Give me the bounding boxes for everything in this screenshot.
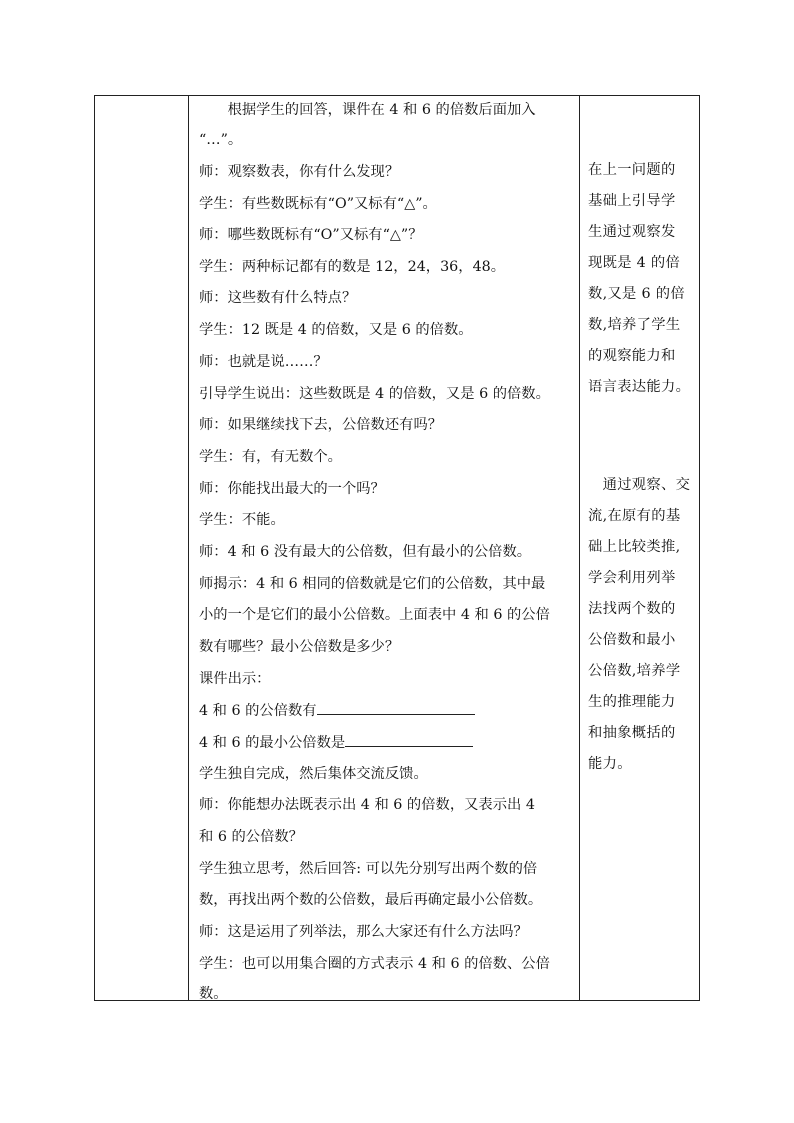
dialogue-line: 师：哪些数既标有“O”又标有“△”？ [199, 227, 423, 243]
intent-line: 基础上引导学 [588, 193, 676, 209]
fill-blank-common-multiples [199, 700, 475, 721]
intent-line: 数,又是 6 的倍 [588, 286, 685, 302]
fill-blank-label: 4 和 6 的公倍数有 [199, 703, 317, 719]
intent-line: 学会利用列举 [588, 570, 676, 586]
intent-line: 的观察能力和 [588, 348, 676, 364]
intent-line: 生通过观察发 [588, 224, 676, 240]
intent-line: 法找两个数的 [588, 601, 676, 617]
dialogue-line: 师揭示：4 和 6 相同的倍数就是它们的公倍数，其中最 [199, 576, 546, 592]
intent-line: 数,培养了学生 [588, 317, 681, 333]
dialogue-line: 学生独立思考，然后回答: 可以先分别写出两个数的倍 [199, 861, 538, 877]
intent-line: 流,在原有的基 [588, 508, 681, 524]
lesson-table [94, 95, 700, 1001]
dialogue-line: 根据学生的回答，课件在 4 和 6 的倍数后面加入 [199, 102, 536, 118]
dialogue-line: 学生：有，有无数个。 [199, 449, 342, 465]
intent-line: 语言表达能力。 [588, 379, 691, 395]
dialogue-line: 师：你能想办法既表示出 4 和 6 的倍数，又表示出 4 [199, 797, 535, 813]
dialogue-line: 数，再找出两个数的公倍数，最后再确定最小公倍数。 [199, 892, 543, 908]
dialogue-line: 学生：有些数既标有“O”又标有“△”。 [199, 196, 437, 212]
dialogue-line: 学生：不能。 [199, 512, 285, 528]
dialogue-line: 数有哪些？最小公倍数是多少？ [199, 639, 400, 655]
column-divider-right [579, 96, 580, 1000]
dialogue-line: 师：如果继续找下去，公倍数还有吗？ [199, 417, 443, 433]
dialogue-line: 师：4 和 6 没有最大的公倍数，但有最小的公倍数。 [199, 544, 532, 560]
intent-line: 生的推理能力 [588, 694, 676, 710]
dialogue-line: 引导学生说出：这些数既是 4 的倍数，又是 6 的倍数。 [199, 386, 550, 402]
dialogue-line: 小的一个是它们的最小公倍数。上面表中 4 和 6 的公倍 [199, 607, 550, 623]
answer-blank [317, 700, 475, 715]
answer-blank [345, 732, 473, 747]
dialogue-line: 课件出示： [199, 671, 271, 687]
intent-line: 础上比较类推, [588, 539, 681, 555]
dialogue-line: 师：观察数表，你有什么发现？ [199, 164, 400, 180]
dialogue-line: 师：这是运用了列举法，那么大家还有什么方法吗？ [199, 924, 528, 940]
intent-line: 在上一问题的 [588, 162, 676, 178]
intent-line: 现既是 4 的倍 [588, 255, 681, 271]
dialogue-line: 和 6 的公倍数？ [199, 829, 303, 845]
intent-line: 公倍数和最小 [588, 632, 676, 648]
dialogue-line: 师：也就是说……？ [199, 354, 328, 370]
dialogue-line: 学生独自完成，然后集体交流反馈。 [199, 766, 428, 782]
dialogue-line: 师：你能找出最大的一个吗？ [199, 481, 385, 497]
dialogue-line: 师：这些数有什么特点？ [199, 290, 357, 306]
dialogue-line: 学生：也可以用集合圈的方式表示 4 和 6 的倍数、公倍 [199, 956, 550, 972]
column-divider-left [188, 96, 189, 1000]
intent-line: 能力。 [588, 756, 632, 772]
fill-blank-label: 4 和 6 的最小公倍数是 [199, 735, 346, 751]
fill-blank-lcm [199, 732, 473, 753]
dialogue-line: “…”。 [199, 132, 243, 148]
intent-line: 公倍数,培养学 [588, 663, 681, 679]
intent-line: 通过观察、交 [588, 477, 691, 493]
dialogue-line: 学生：两种标记都有的数是 12，24，36，48。 [199, 259, 506, 275]
dialogue-line: 数。 [199, 986, 228, 1002]
dialogue-line: 学生：12 既是 4 的倍数，又是 6 的倍数。 [199, 322, 473, 338]
intent-line: 和抽象概括的 [588, 725, 676, 741]
